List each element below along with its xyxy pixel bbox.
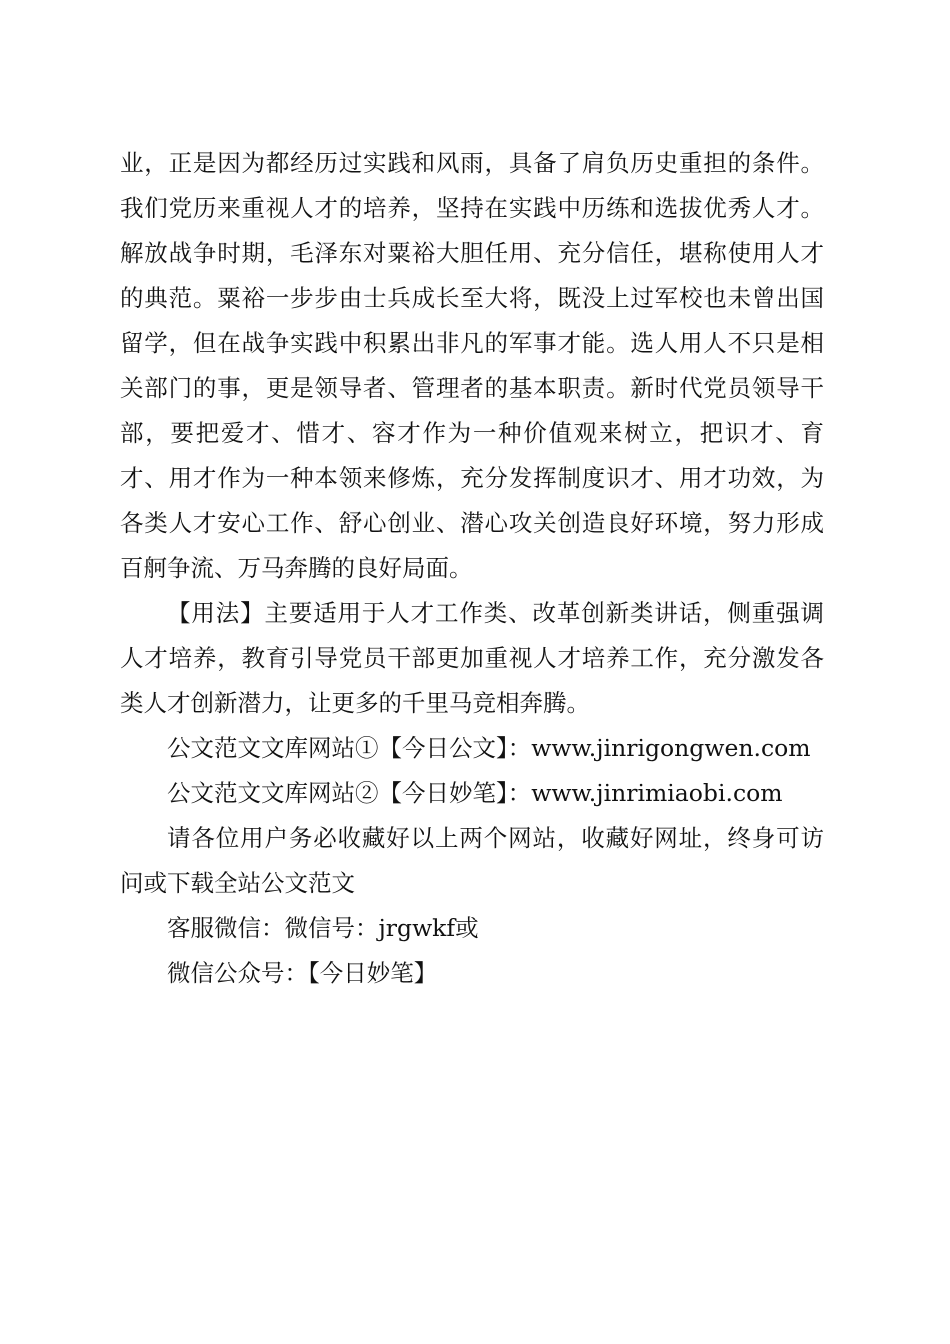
wechat-official-account: 微信公众号：【今日妙笔】 — [167, 959, 438, 987]
website-one-line: 公文范文文库网站①【今日公文】：www.jinrigongwen.com — [167, 734, 811, 762]
usage-paragraph: 【用法】主要适用于人才工作类、改革创新类讲话，侧重强调人才培养，教育引导党员干部更加重视人才培养工作，充分激发各类人才创新潜力，让更多的千里马竞相奔腾。 — [120, 599, 824, 717]
document-body — [120, 141, 824, 996]
website-two-line: 公文范文文库网站②【今日妙笔】：www.jinrimiaobi.com — [167, 779, 783, 807]
bookmark-notice: 请各位用户务必收藏好以上两个网站，收藏好网址，终身可访问或下载全站公文范文 — [120, 824, 824, 897]
body-paragraph: 业，正是因为都经历过实践和风雨，具备了肩负历史重担的条件。我们党历来重视人才的培养，坚持在实践中历练和选拔优秀人才。解放战争时期，毛泽东对粟裕大胆任用、充分信任，堪称使用人才的典范。粟裕一步步由士兵成长至大将，既没上过军校也未曾出国留学，但在战争实践中积累出非凡的军事才能。选人用人不只是相关部门的事，更是领导者、管理者的基本职责。新时代党员领导干部，要把爱才、惜才、容才作为一种价值观来树立，把识才、育才、用才作为一种本领来修炼，充分发挥制度识才、用才功效，为各类人才安心工作、舒心创业、潜心攻关创造良好环境，努力形成百舸争流、万马奔腾的良好局面。 — [120, 149, 824, 582]
customer-service-wechat: 客服微信：微信号：jrgwkf或 — [167, 914, 479, 942]
